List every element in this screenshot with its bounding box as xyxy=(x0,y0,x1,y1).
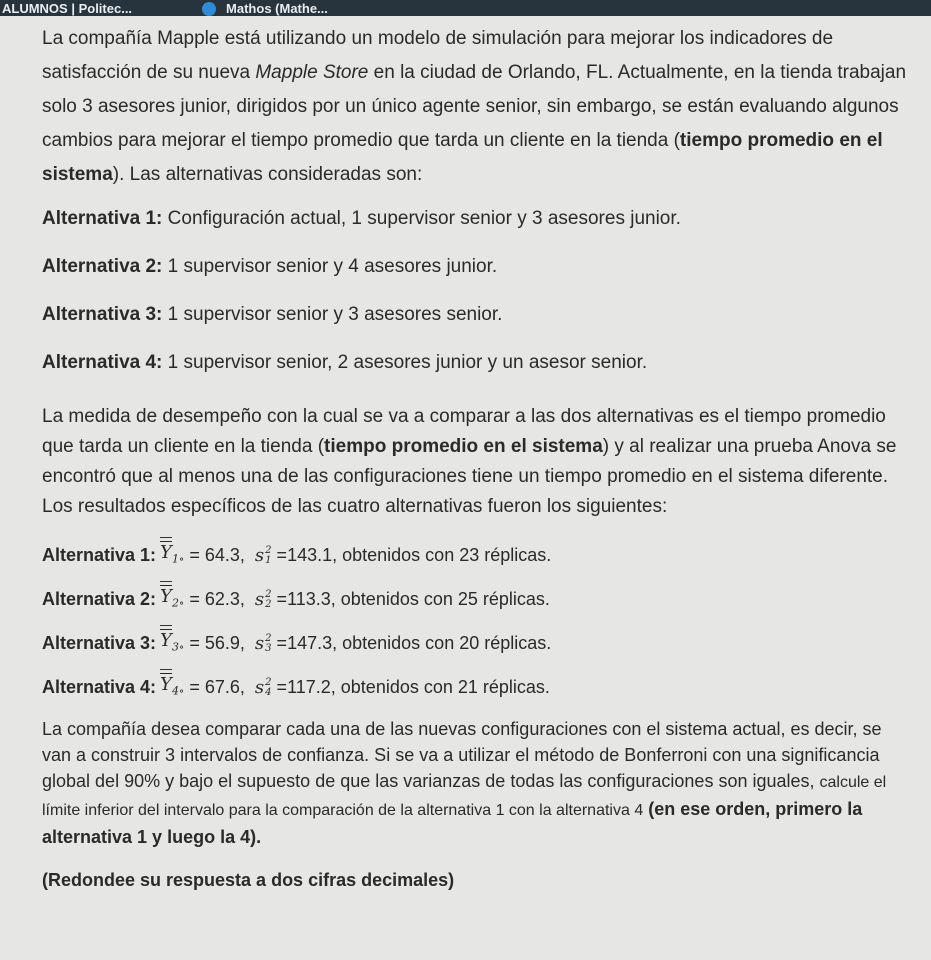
text-segment: ). Las alternativas consideradas son: xyxy=(112,164,423,185)
text-segment: Mapple Store xyxy=(255,62,369,83)
text-segment: tiempo promedio en el sistema xyxy=(42,130,883,185)
tab-favicon-icon xyxy=(202,2,216,16)
alternative-label: Alternativa 4: xyxy=(42,352,163,373)
equals-sign: = xyxy=(271,589,288,609)
equals-sign: = xyxy=(184,633,205,653)
result-label: Alternativa 1: xyxy=(42,545,157,565)
variance-indices xyxy=(265,590,271,610)
mean-subscript: 2∘ xyxy=(171,597,185,610)
variance-indices xyxy=(265,634,271,654)
alternative-text: 1 supervisor senior y 4 asesores junior. xyxy=(162,256,498,277)
mean-symbol xyxy=(160,674,184,698)
text-segment: en la ciudad de Orlando, FL. Actualmente, en la tienda trabajan solo 3 asesores junior, dirigidos por un único agente senior, sin embargo, se están evaluando algunos cambios para mejorar el tiempo promedio que tarda un cliente en la tienda ( xyxy=(42,62,907,151)
mean-value: 64.3 xyxy=(204,545,240,565)
alternative-text: 1 supervisor senior y 3 asesores senior. xyxy=(162,304,503,325)
alternative-label: Alternativa 3: xyxy=(42,304,163,325)
variance-indices xyxy=(265,546,271,566)
alternative-item xyxy=(42,302,907,328)
intro-paragraph xyxy=(42,22,907,192)
result-tail: , obtenidos con 20 réplicas. xyxy=(332,633,552,653)
result-label: Alternativa 3: xyxy=(42,633,157,653)
y-double-bar: $\overline{Y}$ xyxy=(160,542,172,564)
alternative-item xyxy=(42,254,907,280)
alternative-item xyxy=(42,206,907,232)
alternative-text: Configuración actual, 1 supervisor senior y 3 asesores junior. xyxy=(162,208,681,229)
result-item xyxy=(42,610,907,654)
exponent: 2 xyxy=(265,677,272,688)
comma: , xyxy=(239,677,255,697)
result-item xyxy=(42,654,907,698)
text-segment: La compañía Mapple está utilizando un modelo de simulación para mejorar los indicadores de satisfacción de su nueva xyxy=(42,28,834,83)
text-segment: ) y al realizar una prueba Anova se encontró que al menos una de las configuraciones tiene un tiempo promedio en el sistema diferente. Los resultados específicos de las cuatro alternativas fueron los siguientes: xyxy=(42,436,897,517)
mean-symbol xyxy=(160,586,184,610)
variance-value: 113.3 xyxy=(287,589,331,609)
equals-sign: = xyxy=(184,677,205,697)
variance-symbol: s 2 2 xyxy=(254,589,272,610)
variance-indices xyxy=(265,678,271,698)
mean-symbol xyxy=(160,630,184,654)
text-segment: La medida de desempeño con la cual se va a comparar a las dos alternativas es el tiempo promedio que tarda un cliente en la tienda ( xyxy=(42,406,886,457)
alternative-label: Alternativa 2: xyxy=(42,256,163,277)
y-double-bar: $\overline{Y}$ xyxy=(160,630,172,652)
text-segment: calcule el límite inferior del intervalo para la comparación de la alternativa 1 con la alternativa 4 xyxy=(42,774,887,819)
tab-mathos[interactable]: Mathos (Mathe... xyxy=(226,1,328,16)
variance-subscript: 4 xyxy=(265,687,272,698)
variance-value: 147.3 xyxy=(287,633,333,653)
variance-symbol: s 2 1 xyxy=(254,545,272,566)
equals-sign: = xyxy=(271,545,288,565)
result-tail: , obtenidos con 25 réplicas. xyxy=(330,589,550,609)
text-segment: tiempo promedio en el sistema xyxy=(324,436,603,457)
result-label: Alternativa 4: xyxy=(42,677,157,697)
mean-symbol xyxy=(160,542,184,566)
comma: , xyxy=(239,545,255,565)
equals-sign: = xyxy=(271,677,288,697)
mean-value: 62.3 xyxy=(204,589,240,609)
comma: , xyxy=(239,633,255,653)
question-content xyxy=(0,16,931,891)
equals-sign: = xyxy=(184,545,205,565)
result-tail: , obtenidos con 21 réplicas. xyxy=(330,677,550,697)
text-segment: La compañía desea comparar cada una de las nuevas configuraciones con el sistema actual, es decir, se van a construir 3 intervalos de confianza. Si se va a utilizar el método de Bonferroni con una significancia global del 90% y bajo el supuesto de que las varianzas de todas las configuraciones son iguales, xyxy=(42,719,882,791)
variance-value: 143.1 xyxy=(287,545,333,565)
variance-symbol: s 2 4 xyxy=(254,677,272,698)
exponent: 2 xyxy=(265,589,272,600)
variance-subscript: 1 xyxy=(265,555,272,566)
mean-subscript: 1∘ xyxy=(171,553,185,566)
result-item xyxy=(42,566,907,610)
mean-subscript: 3∘ xyxy=(171,641,185,654)
variance-subscript: 2 xyxy=(265,599,272,610)
y-double-bar: $\overline{Y}$ xyxy=(160,674,172,696)
text-segment: (en ese orden, primero la alternativa 1 y luego la 4). xyxy=(42,799,863,847)
final-paragraph xyxy=(42,716,907,850)
variance-subscript: 3 xyxy=(265,643,272,654)
alternatives-list xyxy=(42,206,907,376)
result-item xyxy=(42,522,907,566)
tab-alumnos[interactable]: ALUMNOS | Politec... xyxy=(2,1,133,16)
rounding-text: (Redondee su respuesta a dos cifras decimales) xyxy=(42,870,455,890)
exponent: 2 xyxy=(265,633,272,644)
equals-sign: = xyxy=(184,589,205,609)
variance-symbol: s 2 3 xyxy=(254,633,272,654)
result-tail: , obtenidos con 23 réplicas. xyxy=(332,545,552,565)
comma: , xyxy=(239,589,255,609)
equals-sign: = xyxy=(271,633,288,653)
alternative-text: 1 supervisor senior, 2 asesores junior y un asesor senior. xyxy=(162,352,648,373)
mean-value: 67.6 xyxy=(204,677,240,697)
mean-value: 56.9 xyxy=(204,633,240,653)
performance-paragraph xyxy=(42,402,907,522)
y-double-bar: $\overline{Y}$ xyxy=(160,586,172,608)
results-list xyxy=(42,522,907,698)
browser-tab-bar xyxy=(0,0,931,16)
exponent: 2 xyxy=(265,545,272,556)
result-label: Alternativa 2: xyxy=(42,589,157,609)
alternative-item xyxy=(42,350,907,376)
alternative-label: Alternativa 1: xyxy=(42,208,163,229)
rounding-instruction xyxy=(42,870,907,891)
variance-value: 117.2 xyxy=(287,677,331,697)
mean-subscript: 4∘ xyxy=(171,685,185,698)
